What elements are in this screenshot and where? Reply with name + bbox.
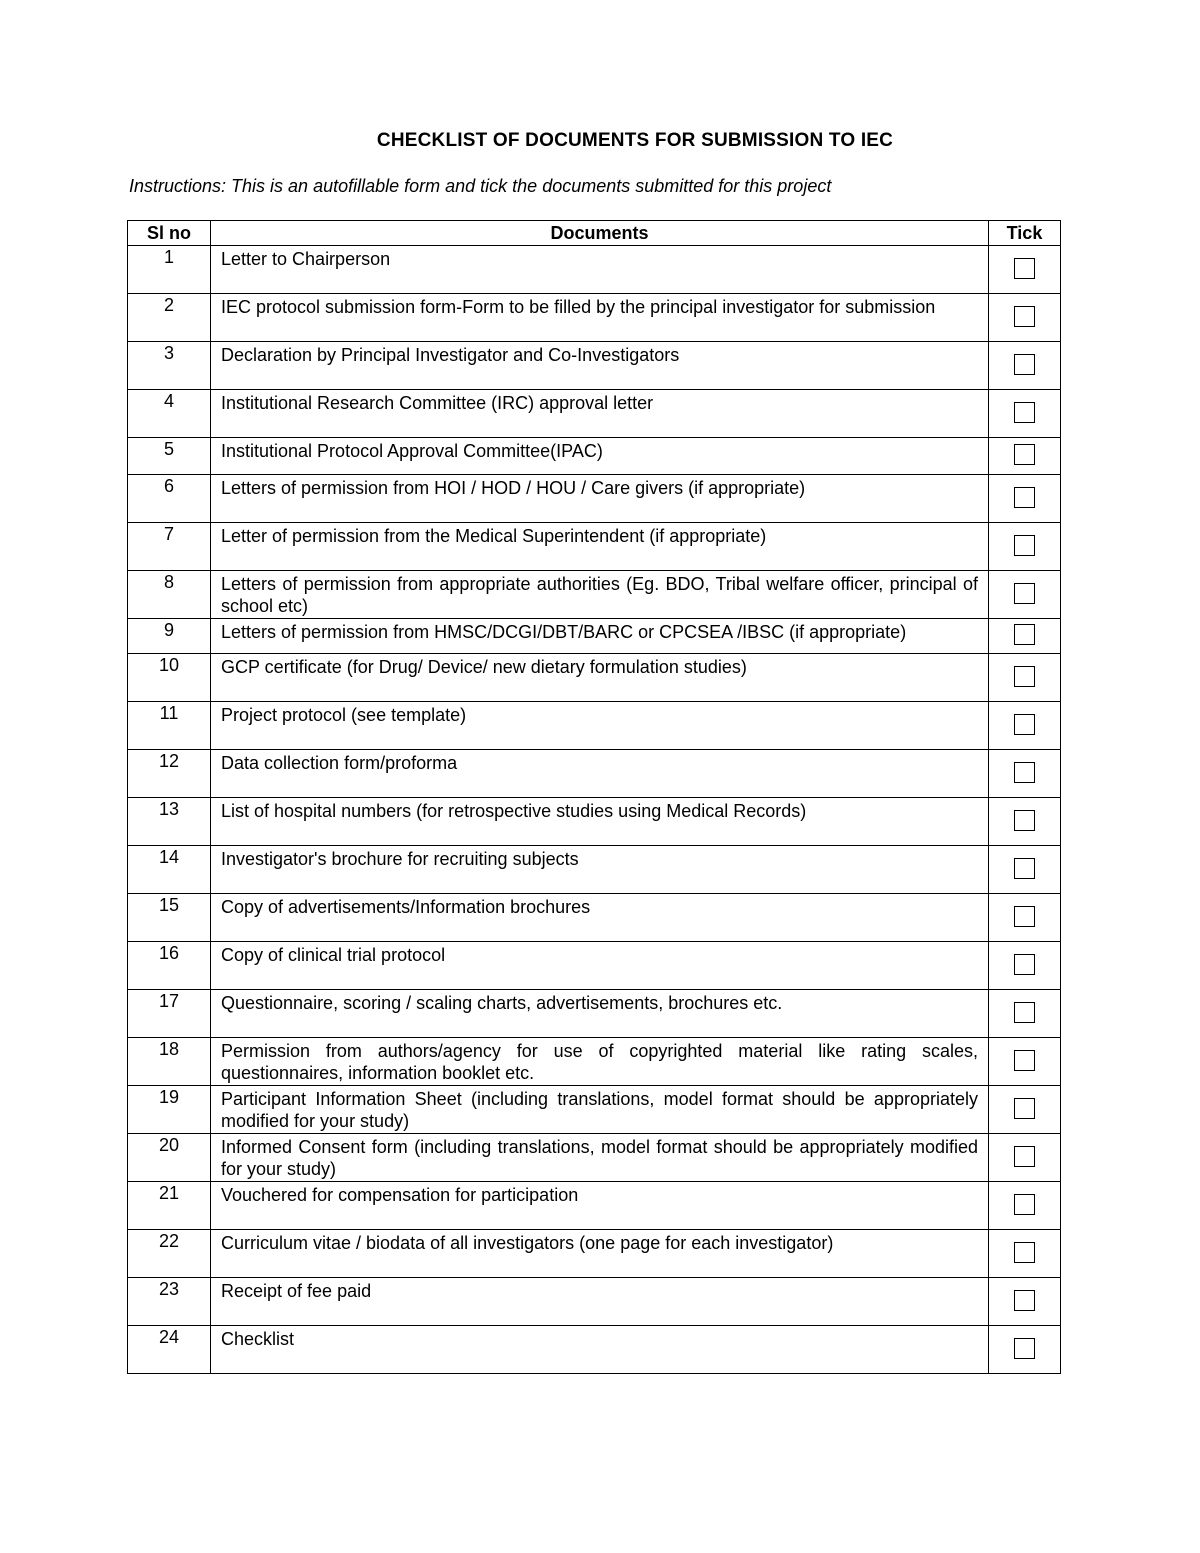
table-row (128, 1326, 1061, 1374)
row-tick-cell (989, 846, 1061, 894)
row-sl-no: 22 (128, 1230, 211, 1278)
row-tick-cell (989, 1326, 1061, 1374)
table-row (128, 990, 1061, 1038)
row-tick-cell (989, 750, 1061, 798)
tick-checkbox[interactable] (1014, 1002, 1035, 1023)
header-documents: Documents (211, 221, 989, 246)
tick-checkbox[interactable] (1014, 714, 1035, 735)
tick-checkbox[interactable] (1014, 858, 1035, 879)
row-tick-cell (989, 294, 1061, 342)
tick-checkbox[interactable] (1014, 1146, 1035, 1167)
instructions-text: Instructions: This is an autofillable form and tick the documents submitted for this project (129, 176, 832, 196)
table-row (128, 894, 1061, 942)
row-sl-no: 14 (128, 846, 211, 894)
row-sl-no: 4 (128, 390, 211, 438)
table-row (128, 702, 1061, 750)
row-sl-no: 7 (128, 523, 211, 571)
table-row (128, 294, 1061, 342)
row-tick-cell (989, 342, 1061, 390)
table-row (128, 654, 1061, 702)
row-document-name: Letters of permission from HOI / HOD / HOU / Care givers (if appropriate) (211, 475, 989, 523)
table-row (128, 942, 1061, 990)
row-sl-no: 18 (128, 1038, 211, 1086)
row-tick-cell (989, 1278, 1061, 1326)
row-sl-no: 6 (128, 475, 211, 523)
row-document-name: Letters of permission from appropriate authorities (Eg. BDO, Tribal welfare officer, principal of school etc) (211, 571, 989, 619)
tick-checkbox[interactable] (1014, 258, 1035, 279)
tick-checkbox[interactable] (1014, 1194, 1035, 1215)
row-sl-no: 13 (128, 798, 211, 846)
table-row (128, 1278, 1061, 1326)
tick-checkbox[interactable] (1014, 487, 1035, 508)
table-row (128, 1134, 1061, 1182)
row-sl-no: 19 (128, 1086, 211, 1134)
row-sl-no: 11 (128, 702, 211, 750)
row-sl-no: 24 (128, 1326, 211, 1374)
page-title: CHECKLIST OF DOCUMENTS FOR SUBMISSION TO IEC (376, 130, 894, 151)
row-document-name: Institutional Protocol Approval Committee(IPAC) (211, 438, 989, 475)
row-sl-no: 8 (128, 571, 211, 619)
table-row (128, 571, 1061, 619)
tick-checkbox[interactable] (1014, 1338, 1035, 1359)
row-tick-cell (989, 619, 1061, 654)
row-tick-cell (989, 942, 1061, 990)
tick-checkbox[interactable] (1014, 954, 1035, 975)
row-tick-cell (989, 246, 1061, 294)
table-row (128, 475, 1061, 523)
row-tick-cell (989, 654, 1061, 702)
table-row (128, 1038, 1061, 1086)
tick-checkbox[interactable] (1014, 402, 1035, 423)
row-tick-cell (989, 390, 1061, 438)
row-document-name: Copy of clinical trial protocol (211, 942, 989, 990)
row-sl-no: 16 (128, 942, 211, 990)
row-sl-no: 12 (128, 750, 211, 798)
row-sl-no: 10 (128, 654, 211, 702)
tick-checkbox[interactable] (1014, 810, 1035, 831)
row-document-name: Receipt of fee paid (211, 1278, 989, 1326)
row-document-name: Questionnaire, scoring / scaling charts, advertisements, brochures etc. (211, 990, 989, 1038)
tick-checkbox[interactable] (1014, 535, 1035, 556)
row-tick-cell (989, 1038, 1061, 1086)
row-sl-no: 1 (128, 246, 211, 294)
table-row (128, 1086, 1061, 1134)
row-sl-no: 15 (128, 894, 211, 942)
row-document-name: Declaration by Principal Investigator and Co-Investigators (211, 342, 989, 390)
row-tick-cell (989, 798, 1061, 846)
row-document-name: Institutional Research Committee (IRC) approval letter (211, 390, 989, 438)
table-row (128, 750, 1061, 798)
table-row (128, 390, 1061, 438)
tick-checkbox[interactable] (1014, 762, 1035, 783)
row-tick-cell (989, 990, 1061, 1038)
row-document-name: GCP certificate (for Drug/ Device/ new dietary formulation studies) (211, 654, 989, 702)
row-sl-no: 2 (128, 294, 211, 342)
row-sl-no: 20 (128, 1134, 211, 1182)
row-tick-cell (989, 702, 1061, 750)
row-tick-cell (989, 571, 1061, 619)
row-document-name: IEC protocol submission form-Form to be filled by the principal investigator for submission (211, 294, 989, 342)
row-document-name: Curriculum vitae / biodata of all investigators (one page for each investigator) (211, 1230, 989, 1278)
row-document-name: Investigator's brochure for recruiting subjects (211, 846, 989, 894)
tick-checkbox[interactable] (1014, 354, 1035, 375)
row-document-name: List of hospital numbers (for retrospective studies using Medical Records) (211, 798, 989, 846)
tick-checkbox[interactable] (1014, 583, 1035, 604)
row-sl-no: 5 (128, 438, 211, 475)
tick-checkbox[interactable] (1014, 1242, 1035, 1263)
row-tick-cell (989, 1182, 1061, 1230)
row-tick-cell (989, 894, 1061, 942)
row-document-name: Project protocol (see template) (211, 702, 989, 750)
row-tick-cell (989, 1230, 1061, 1278)
row-document-name: Letter of permission from the Medical Superintendent (if appropriate) (211, 523, 989, 571)
table-row (128, 1230, 1061, 1278)
tick-checkbox[interactable] (1014, 444, 1035, 465)
table-row (128, 798, 1061, 846)
table-row (128, 342, 1061, 390)
row-document-name: Copy of advertisements/Information brochures (211, 894, 989, 942)
row-sl-no: 21 (128, 1182, 211, 1230)
row-document-name: Data collection form/proforma (211, 750, 989, 798)
table-row (128, 438, 1061, 475)
row-document-name: Participant Information Sheet (including translations, model format should be appropriately modified for your study) (211, 1086, 989, 1134)
row-document-name: Letter to Chairperson (211, 246, 989, 294)
row-sl-no: 23 (128, 1278, 211, 1326)
row-tick-cell (989, 438, 1061, 475)
tick-checkbox[interactable] (1014, 1098, 1035, 1119)
tick-checkbox[interactable] (1014, 906, 1035, 927)
tick-checkbox[interactable] (1014, 1290, 1035, 1311)
row-sl-no: 3 (128, 342, 211, 390)
row-sl-no: 9 (128, 619, 211, 654)
row-tick-cell (989, 475, 1061, 523)
row-document-name: Letters of permission from HMSC/DCGI/DBT/BARC or CPCSEA /IBSC (if appropriate) (211, 619, 989, 654)
row-document-name: Permission from authors/agency for use of copyrighted material like rating scales, questionnaires, information booklet etc. (211, 1038, 989, 1086)
header-tick: Tick (989, 221, 1061, 246)
header-sl-no: Sl no (128, 221, 211, 246)
table-row (128, 246, 1061, 294)
table-row (128, 846, 1061, 894)
row-sl-no: 17 (128, 990, 211, 1038)
row-tick-cell (989, 1134, 1061, 1182)
table-row (128, 1182, 1061, 1230)
table-header-row (128, 221, 1061, 246)
tick-checkbox[interactable] (1014, 1050, 1035, 1071)
tick-checkbox[interactable] (1014, 666, 1035, 687)
table-row (128, 619, 1061, 654)
checklist-table (127, 220, 1061, 1374)
row-document-name: Checklist (211, 1326, 989, 1374)
table-row (128, 523, 1061, 571)
row-document-name: Informed Consent form (including translations, model format should be appropriately modified for your study) (211, 1134, 989, 1182)
tick-checkbox[interactable] (1014, 306, 1035, 327)
row-document-name: Vouchered for compensation for participation (211, 1182, 989, 1230)
row-tick-cell (989, 523, 1061, 571)
row-tick-cell (989, 1086, 1061, 1134)
tick-checkbox[interactable] (1014, 624, 1035, 645)
